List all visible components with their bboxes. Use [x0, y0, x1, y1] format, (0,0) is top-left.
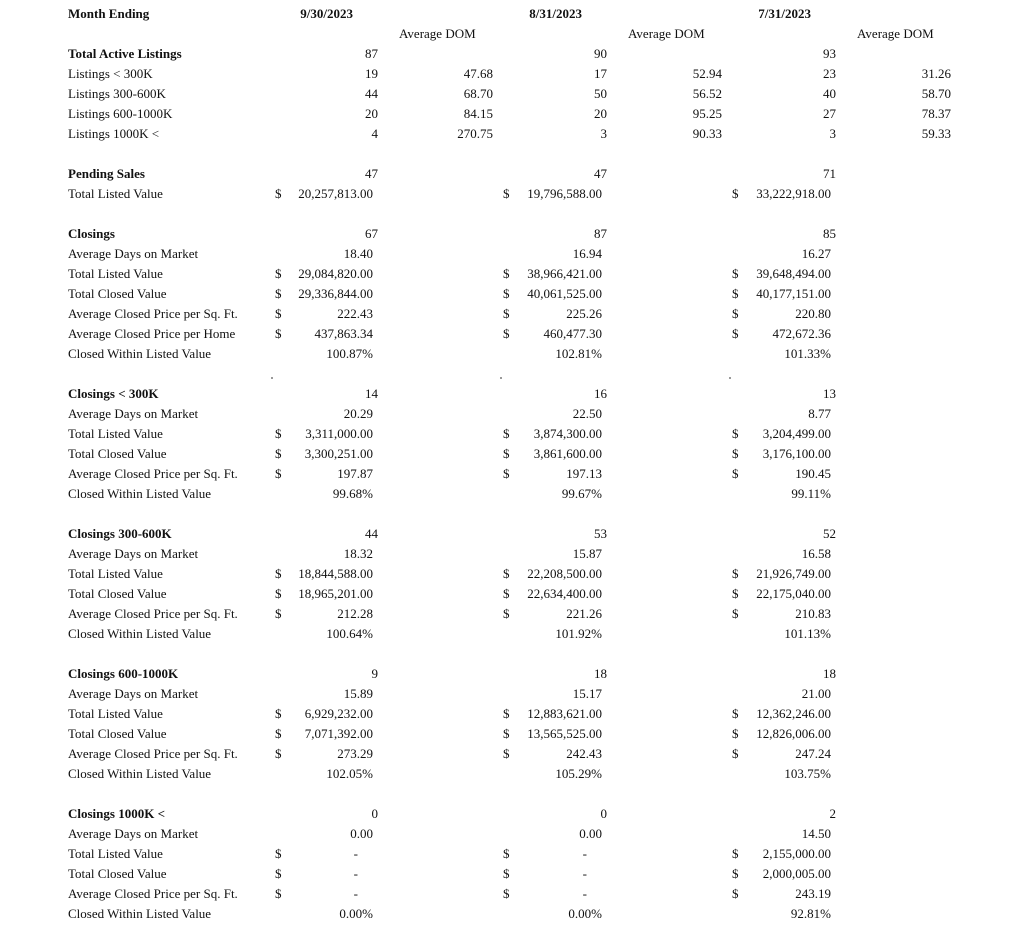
listing-dom: 90.33 — [692, 126, 722, 141]
row-value: 0.00% — [568, 906, 602, 921]
section-title: Total Active Listings — [68, 46, 182, 61]
row-value: 105.29% — [555, 766, 602, 781]
listing-dom: 270.75 — [457, 126, 493, 141]
row-value: 15.17 — [572, 686, 602, 701]
row-value: 221.26 — [566, 606, 602, 621]
row-label: Total Closed Value — [68, 446, 167, 461]
row-value: 460,477.30 — [543, 326, 602, 341]
dollar-sign: $ — [275, 426, 282, 441]
row-value: - — [353, 866, 358, 881]
row-label: Average Closed Price per Sq. Ft. — [68, 466, 238, 481]
dollar-sign: $ — [275, 566, 282, 581]
dollar-sign: $ — [732, 446, 739, 461]
section-total: 18 — [823, 666, 836, 681]
row-label: Closed Within Listed Value — [68, 626, 212, 641]
row-value: 101.92% — [555, 626, 602, 641]
listing-dom: 31.26 — [921, 66, 951, 81]
dollar-sign: $ — [732, 846, 739, 861]
dollar-sign: $ — [275, 606, 282, 621]
dollar-sign: $ — [503, 286, 510, 301]
section-total: 47 — [365, 166, 378, 181]
row-value: 102.81% — [555, 346, 602, 361]
dollar-sign: $ — [503, 586, 510, 601]
row-label: Average Closed Price per Sq. Ft. — [68, 886, 238, 901]
avg-dom-header-sep: Average DOM — [399, 26, 476, 41]
section-total: 0 — [600, 806, 607, 821]
listing-count: 20 — [594, 106, 607, 121]
row-value: 197.87 — [337, 466, 373, 481]
row-value: 40,061,525.00 — [527, 286, 602, 301]
section-total: 44 — [365, 526, 378, 541]
row-label: Total Listed Value — [68, 706, 163, 721]
row-value: 40,177,151.00 — [756, 286, 831, 301]
row-value: 8.77 — [808, 406, 831, 421]
row-value: 33,222,918.00 — [756, 186, 831, 201]
listing-dom: 47.68 — [463, 66, 493, 81]
row-label: Closed Within Listed Value — [68, 346, 212, 361]
row-value: 2,000,005.00 — [762, 866, 831, 881]
dollar-sign: $ — [732, 606, 739, 621]
row-value: 12,826,006.00 — [756, 726, 831, 741]
listing-dom: 59.33 — [921, 126, 951, 141]
row-value: - — [353, 886, 358, 901]
section-total: 90 — [594, 46, 607, 61]
row-value: 16.94 — [572, 246, 602, 261]
listing-dom: 78.37 — [921, 106, 951, 121]
section-title: Pending Sales — [68, 166, 145, 181]
row-value: 212.28 — [337, 606, 373, 621]
dollar-sign: $ — [503, 846, 510, 861]
row-value: 100.64% — [326, 626, 373, 641]
dollar-sign: $ — [732, 426, 739, 441]
listing-count: 23 — [823, 66, 836, 81]
listing-count: 27 — [823, 106, 836, 121]
listing-count: 19 — [365, 66, 378, 81]
listing-dom: 84.15 — [463, 106, 493, 121]
row-label: Total Listed Value — [68, 426, 163, 441]
row-value: 22,208,500.00 — [527, 566, 602, 581]
dollar-sign: $ — [732, 726, 739, 741]
row-value: 15.87 — [572, 546, 602, 561]
row-value: 3,874,300.00 — [533, 426, 602, 441]
scan-mark — [500, 377, 502, 379]
listing-dom: 52.94 — [692, 66, 722, 81]
section-total: 2 — [829, 806, 836, 821]
row-value: 39,648,494.00 — [756, 266, 831, 281]
row-label: Total Closed Value — [68, 586, 167, 601]
row-value: - — [353, 846, 358, 861]
row-value: 29,336,844.00 — [298, 286, 373, 301]
row-value: 103.75% — [784, 766, 831, 781]
listing-dom: 68.70 — [463, 86, 493, 101]
dollar-sign: $ — [275, 266, 282, 281]
section-total: 85 — [823, 226, 836, 241]
dollar-sign: $ — [275, 186, 282, 201]
avg-dom-header-jul: Average DOM — [857, 26, 934, 41]
row-value: 12,883,621.00 — [527, 706, 602, 721]
scan-mark — [271, 377, 273, 379]
dollar-sign: $ — [732, 286, 739, 301]
row-value: 273.29 — [337, 746, 373, 761]
section-title: Closings 1000K < — [68, 806, 165, 821]
row-value: 29,084,820.00 — [298, 266, 373, 281]
dollar-sign: $ — [275, 446, 282, 461]
section-total: 13 — [823, 386, 836, 401]
date-header-sep: 9/30/2023 — [300, 6, 353, 21]
row-value: 21,926,749.00 — [756, 566, 831, 581]
row-value: 210.83 — [795, 606, 831, 621]
dollar-sign: $ — [275, 866, 282, 881]
row-value: 0.00% — [339, 906, 373, 921]
row-value: 99.67% — [561, 486, 602, 501]
row-value: 3,204,499.00 — [762, 426, 831, 441]
section-total: 52 — [823, 526, 836, 541]
row-label: Total Listed Value — [68, 566, 163, 581]
section-total: 87 — [365, 46, 378, 61]
dollar-sign: $ — [732, 886, 739, 901]
row-value: - — [582, 886, 587, 901]
section-total: 9 — [371, 666, 378, 681]
row-label: Average Closed Price per Sq. Ft. — [68, 606, 238, 621]
row-value: 38,966,421.00 — [527, 266, 602, 281]
section-title: Closings < 300K — [68, 386, 159, 401]
dollar-sign: $ — [503, 566, 510, 581]
row-value: 18.32 — [343, 546, 373, 561]
row-label: Average Days on Market — [68, 826, 199, 841]
row-value: 242.43 — [566, 746, 602, 761]
row-value: - — [582, 866, 587, 881]
row-label: Total Closed Value — [68, 286, 167, 301]
dollar-sign: $ — [732, 586, 739, 601]
row-value: 22.50 — [572, 406, 602, 421]
row-value: 22,175,040.00 — [756, 586, 831, 601]
listing-count: 50 — [594, 86, 607, 101]
date-header-aug: 8/31/2023 — [529, 6, 582, 21]
row-label: Average Days on Market — [68, 546, 199, 561]
dollar-sign: $ — [732, 746, 739, 761]
dollar-sign: $ — [503, 306, 510, 321]
dollar-sign: $ — [503, 446, 510, 461]
section-total: 16 — [594, 386, 607, 401]
row-value: 102.05% — [326, 766, 373, 781]
dollar-sign: $ — [503, 466, 510, 481]
dollar-sign: $ — [732, 706, 739, 721]
dollar-sign: $ — [503, 326, 510, 341]
dollar-sign: $ — [275, 846, 282, 861]
listing-count: 4 — [371, 126, 378, 141]
section-total: 71 — [823, 166, 836, 181]
dollar-sign: $ — [503, 266, 510, 281]
dollar-sign: $ — [503, 706, 510, 721]
section-total: 47 — [594, 166, 607, 181]
row-value: 99.68% — [332, 486, 373, 501]
row-value: 99.11% — [791, 486, 831, 501]
row-value: 197.13 — [566, 466, 602, 481]
section-total: 0 — [371, 806, 378, 821]
section-title: Closings 300-600K — [68, 526, 172, 541]
row-value: 3,300,251.00 — [304, 446, 373, 461]
row-value: 222.43 — [337, 306, 373, 321]
dollar-sign: $ — [732, 566, 739, 581]
listing-count: 3 — [600, 126, 607, 141]
section-total: 14 — [365, 386, 378, 401]
section-total: 18 — [594, 666, 607, 681]
row-value: 14.50 — [801, 826, 831, 841]
row-value: 16.58 — [801, 546, 831, 561]
scan-mark — [729, 377, 731, 379]
listing-row-label: Listings 1000K < — [68, 126, 160, 141]
dollar-sign: $ — [275, 306, 282, 321]
row-value: - — [582, 846, 587, 861]
row-value: 220.80 — [795, 306, 831, 321]
dollar-sign: $ — [732, 866, 739, 881]
section-total: 93 — [823, 46, 836, 61]
row-label: Total Closed Value — [68, 866, 167, 881]
row-label: Average Closed Price per Sq. Ft. — [68, 746, 238, 761]
dollar-sign: $ — [503, 426, 510, 441]
row-value: 16.27 — [801, 246, 831, 261]
row-label: Total Listed Value — [68, 186, 163, 201]
section-title: Closings 600-1000K — [68, 666, 179, 681]
row-value: 92.81% — [790, 906, 831, 921]
row-value: 225.26 — [566, 306, 602, 321]
listing-row-label: Listings 300-600K — [68, 86, 166, 101]
section-total: 67 — [365, 226, 378, 241]
row-value: 12,362,246.00 — [756, 706, 831, 721]
listing-row-label: Listings 600-1000K — [68, 106, 173, 121]
dollar-sign: $ — [275, 726, 282, 741]
dollar-sign: $ — [732, 186, 739, 201]
date-header-jul: 7/31/2023 — [758, 6, 811, 21]
row-value: 7,071,392.00 — [304, 726, 373, 741]
row-value: 18,844,588.00 — [298, 566, 373, 581]
row-label: Average Closed Price per Sq. Ft. — [68, 306, 238, 321]
row-value: 22,634,400.00 — [527, 586, 602, 601]
section-title: Closings — [68, 226, 115, 241]
dollar-sign: $ — [275, 286, 282, 301]
listing-count: 3 — [829, 126, 836, 141]
row-label: Total Listed Value — [68, 266, 163, 281]
dollar-sign: $ — [732, 326, 739, 341]
dollar-sign: $ — [503, 886, 510, 901]
month-ending-label: Month Ending — [68, 6, 150, 21]
row-value: 6,929,232.00 — [304, 706, 373, 721]
dollar-sign: $ — [503, 866, 510, 881]
dollar-sign: $ — [275, 886, 282, 901]
row-value: 472,672.36 — [772, 326, 831, 341]
row-label: Average Days on Market — [68, 686, 199, 701]
row-label: Average Days on Market — [68, 406, 199, 421]
row-value: 18.40 — [343, 246, 373, 261]
row-label: Total Listed Value — [68, 846, 163, 861]
listing-dom: 56.52 — [692, 86, 722, 101]
row-value: 100.87% — [326, 346, 373, 361]
dollar-sign: $ — [732, 466, 739, 481]
dollar-sign: $ — [732, 266, 739, 281]
listing-row-label: Listings < 300K — [68, 66, 153, 81]
row-value: 3,176,100.00 — [762, 446, 831, 461]
row-value: 190.45 — [795, 466, 831, 481]
dollar-sign: $ — [503, 746, 510, 761]
row-value: 2,155,000.00 — [762, 846, 831, 861]
listing-count: 44 — [365, 86, 378, 101]
listing-dom: 95.25 — [692, 106, 722, 121]
row-value: 20,257,813.00 — [298, 186, 373, 201]
listing-count: 40 — [823, 86, 836, 101]
dollar-sign: $ — [503, 186, 510, 201]
row-label: Closed Within Listed Value — [68, 766, 212, 781]
row-label: Average Days on Market — [68, 246, 199, 261]
row-value: 18,965,201.00 — [298, 586, 373, 601]
dollar-sign: $ — [275, 466, 282, 481]
section-total: 53 — [594, 526, 607, 541]
row-value: 437,863.34 — [314, 326, 373, 341]
dollar-sign: $ — [503, 726, 510, 741]
listing-dom: 58.70 — [921, 86, 951, 101]
listing-count: 20 — [365, 106, 378, 121]
row-value: 21.00 — [801, 686, 831, 701]
row-label: Closed Within Listed Value — [68, 906, 212, 921]
row-value: 0.00 — [579, 826, 602, 841]
dollar-sign: $ — [503, 606, 510, 621]
listing-count: 17 — [594, 66, 607, 81]
dollar-sign: $ — [275, 746, 282, 761]
row-label: Total Closed Value — [68, 726, 167, 741]
row-value: 3,311,000.00 — [305, 426, 373, 441]
dollar-sign: $ — [732, 306, 739, 321]
dollar-sign: $ — [275, 586, 282, 601]
row-value: 101.13% — [784, 626, 831, 641]
dollar-sign: $ — [275, 326, 282, 341]
row-value: 19,796,588.00 — [527, 186, 602, 201]
row-label: Average Closed Price per Home — [68, 326, 236, 341]
dollar-sign: $ — [275, 706, 282, 721]
row-value: 247.24 — [795, 746, 831, 761]
avg-dom-header-aug: Average DOM — [628, 26, 705, 41]
section-total: 87 — [594, 226, 607, 241]
row-value: 243.19 — [795, 886, 831, 901]
row-value: 13,565,525.00 — [527, 726, 602, 741]
row-value: 0.00 — [350, 826, 373, 841]
row-value: 3,861,600.00 — [533, 446, 602, 461]
row-label: Closed Within Listed Value — [68, 486, 212, 501]
row-value: 20.29 — [343, 406, 373, 421]
row-value: 101.33% — [784, 346, 831, 361]
row-value: 15.89 — [343, 686, 373, 701]
